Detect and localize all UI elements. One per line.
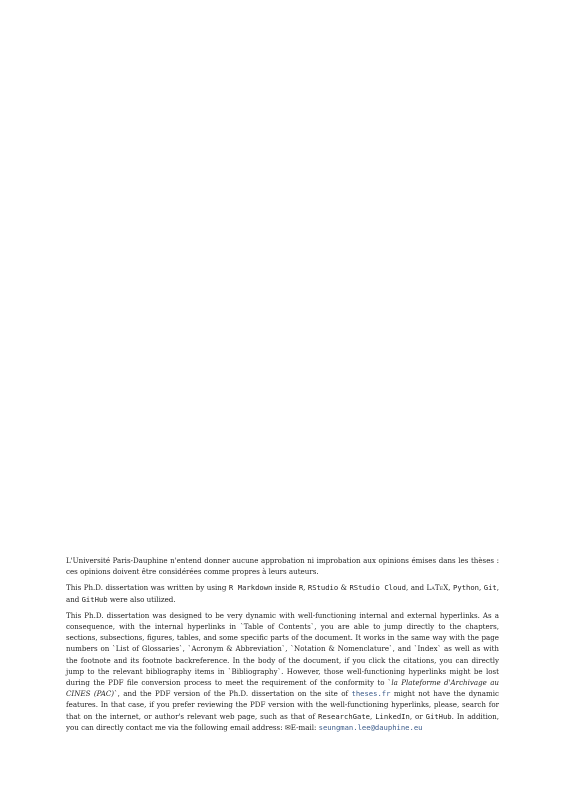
text: & [338,583,350,593]
text: `, and the PDF version of the Ph.D. dissertation on the site of [114,689,352,699]
text: This Ph.D. dissertation was written by using [66,583,229,593]
text: , and [66,583,500,604]
rstudio-cloud-name: RStudio Cloud [349,583,406,593]
git-name: Git [483,583,497,593]
cines-name: la Plateforme d'Archivage au CINES (PAC) [66,678,499,699]
text: . In addition, you can directly contact me via the following email address: ✉E-mail: [66,711,499,732]
github-name: GitHub [425,711,452,721]
text: , [479,583,484,593]
text: , [448,583,454,593]
text: This Ph.D. dissertation was designed to be very dynamic with well-functioning internal and external hyperlinks. As a consequence, with the internal hyperlinks in `Table of Contents`, you are able to jump directly to the chapters, sections, subsections, figures, tables, and some specific parts of the document. It works in the same way with the page numbers on `List of Glossaries`, `Acronym & Abbreviation`, `Notation & Nomenclature`, and `Index` as well as with the footnote and its footnote backreference. In the body of the document, if you click the citations, you can directly jump to the relevant bibliography items in `Bibliography`. However, those well-functioning hyperlinks might be lost during the PDF file conversion process to meet the requirement of the conformity to ` [66,610,499,688]
theses-link[interactable]: theses.fr [351,689,391,699]
rmarkdown-name: R Markdown [228,583,273,593]
text: might not have the dynamic features. In that case, if you prefer reviewing the PDF version with the well-functioning hyperlinks, please, search for that on the internet, or author's relevant web page, such as that of [66,689,499,721]
text: , [303,583,308,593]
github-name: GitHub [81,594,108,604]
hyperlinks-paragraph [66,610,499,733]
text: , or [409,711,426,721]
researchgate-name: ResearchGate [318,711,370,721]
text: , [369,711,376,721]
r-name: R [298,583,304,593]
latex-logo: LaTeX [426,583,449,593]
python-name: Python [453,583,480,593]
email-link[interactable]: seungman.lee@dauphine.eu [318,722,423,732]
text: were also utilized. [107,594,176,604]
rstudio-name: RStudio [307,583,339,593]
text: , and [405,583,427,593]
tools-paragraph [66,582,499,604]
disclaimer-block [66,555,499,738]
text: inside [272,583,299,593]
linkedin-name: LinkedIn [375,711,410,721]
university-disclaimer: L'Université Paris-Dauphine n'entend donner aucune approbation ni improbation aux opinions émises dans les thèses : ces opinions doivent être considérées comme propres à leurs auteurs. [66,556,499,577]
